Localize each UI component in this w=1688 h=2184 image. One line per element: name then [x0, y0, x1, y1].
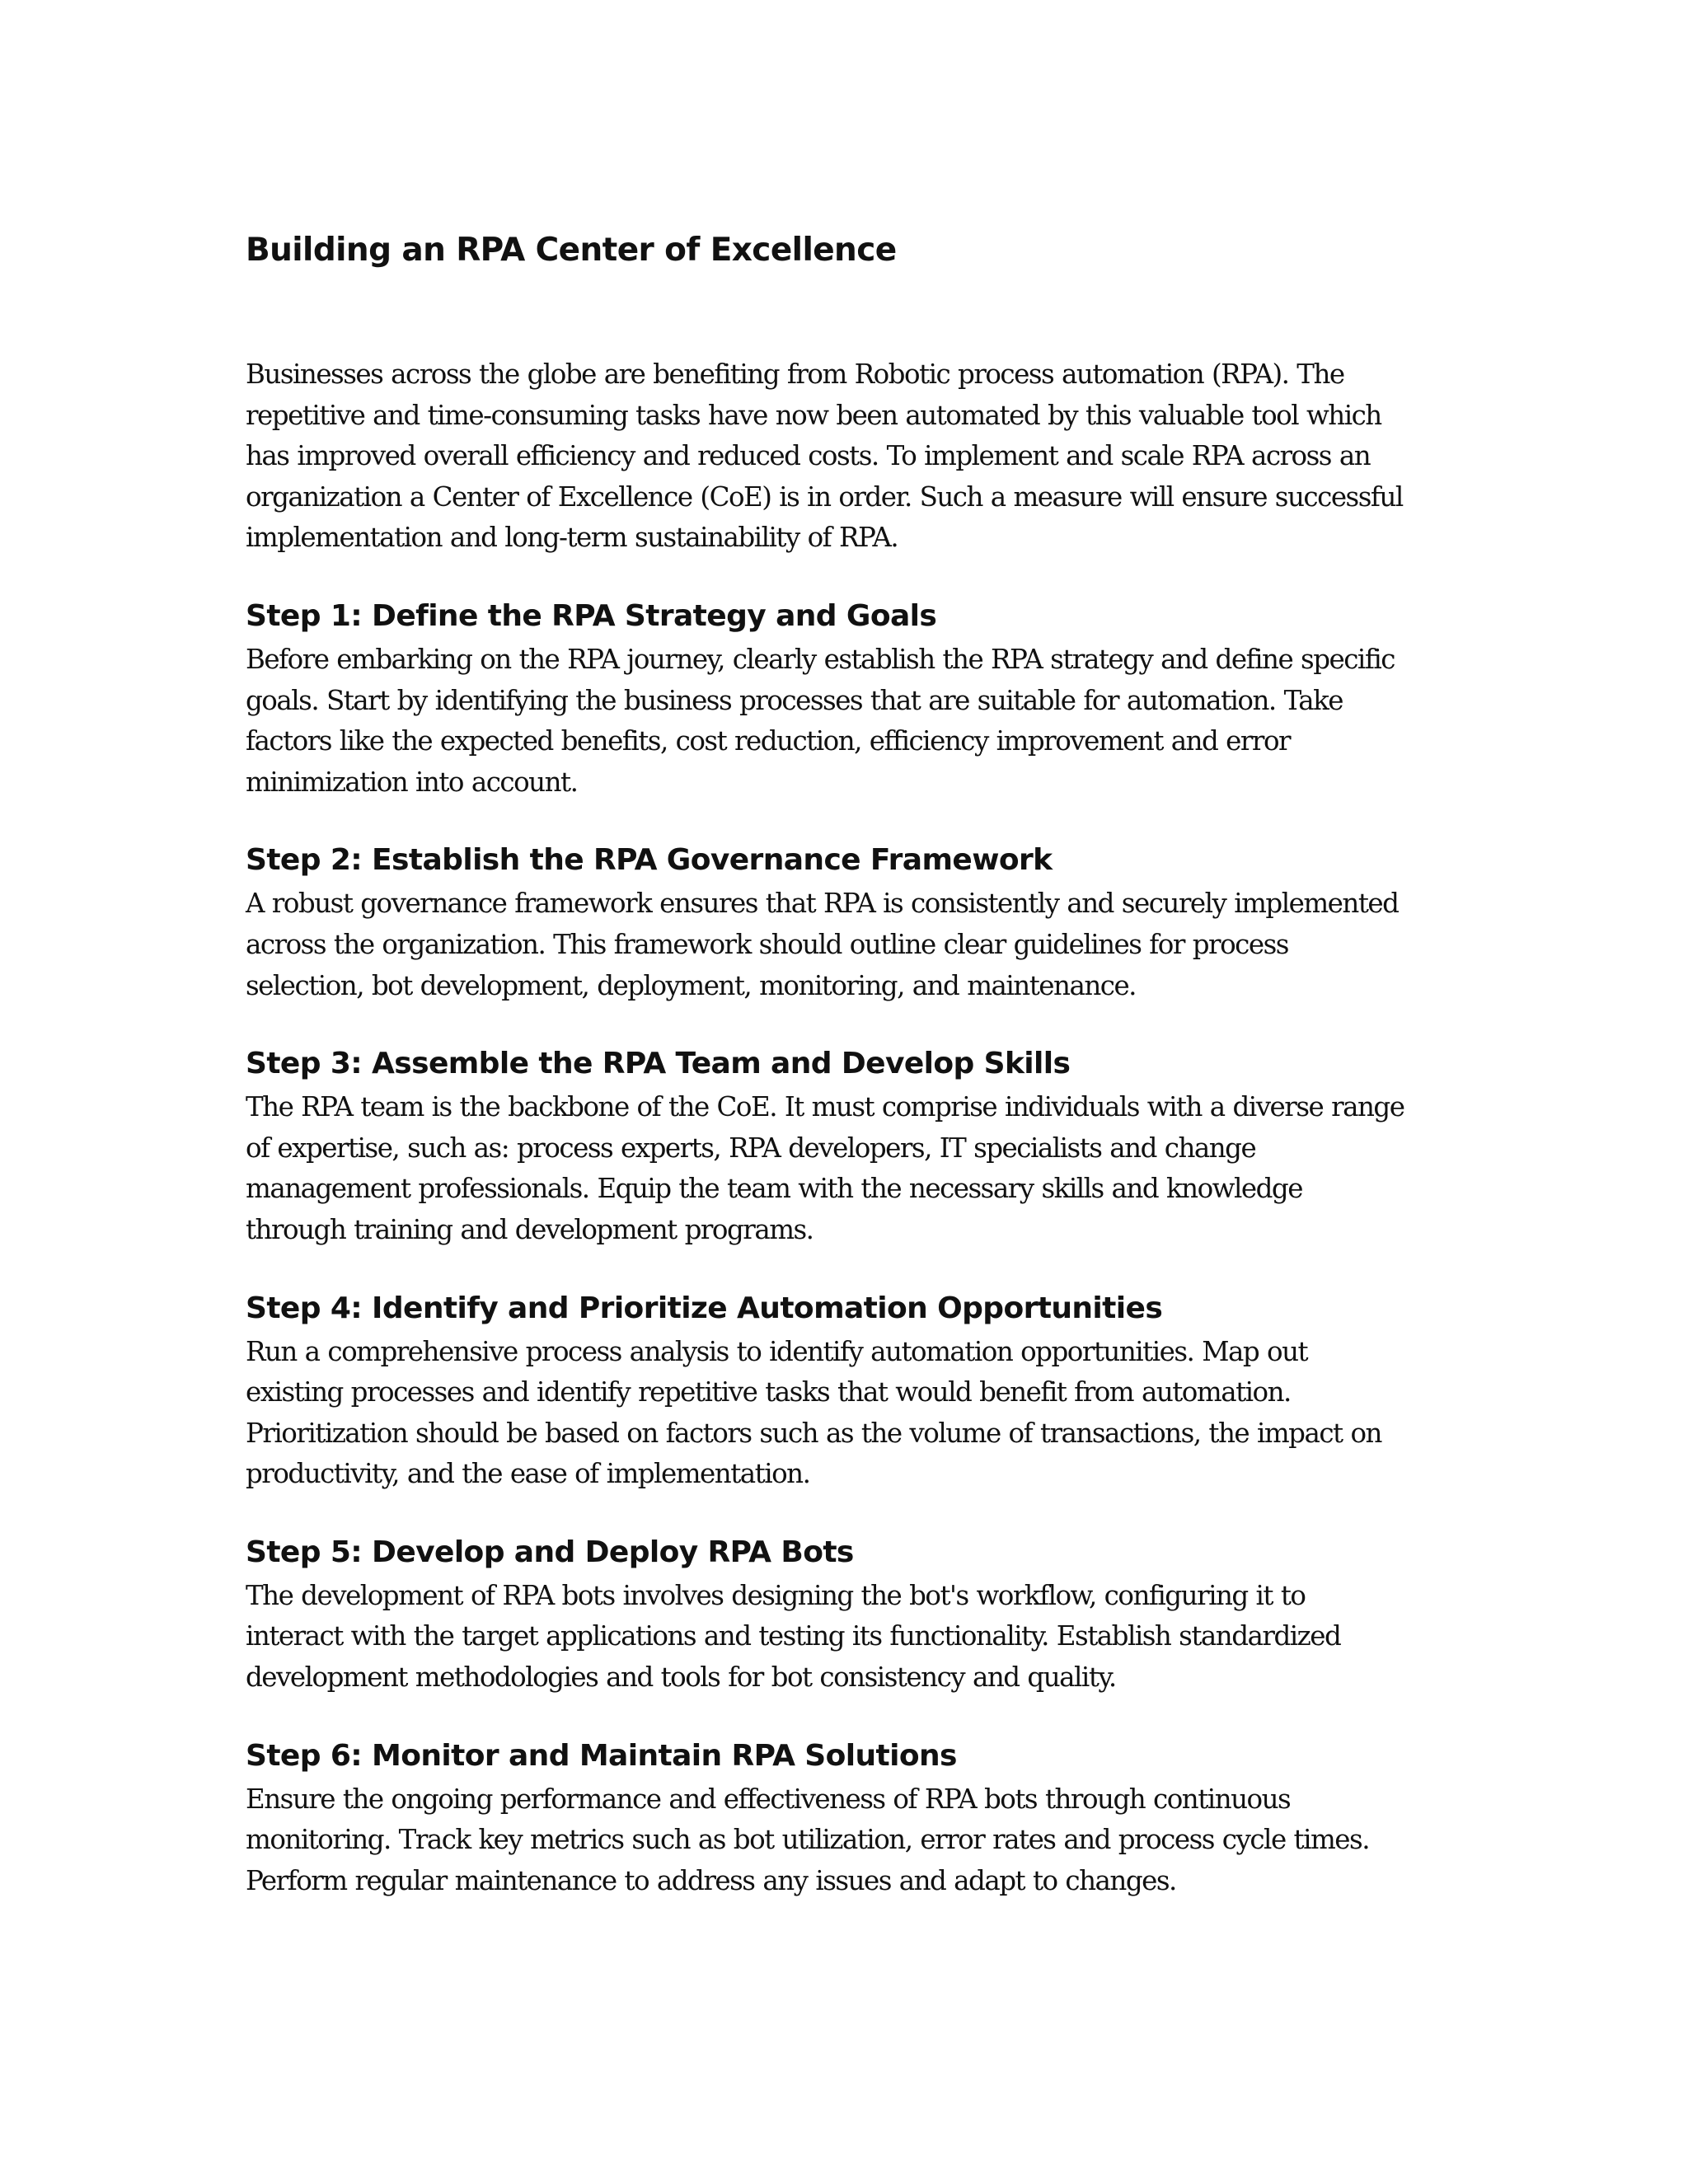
- intro-line: Businesses across the globe are benefiting from Robotic process automation (RPA). The: [246, 359, 1344, 390]
- step-2-section: [246, 839, 1449, 1006]
- intro-line: has improved overall efficiency and reduced costs. To implement and scale RPA across an: [246, 440, 1371, 472]
- intro-paragraph: [246, 354, 1449, 559]
- intro-line: organization a Center of Excellence (CoE) is in order. Such a measure will ensure successful: [246, 480, 1403, 513]
- step-5-line: interact with the target applications and testing its functionality. Establish standardized: [246, 1620, 1341, 1652]
- step-5-line: The development of RPA bots involves designing the bot's workflow, configuring it to: [246, 1579, 1306, 1611]
- step-1-line: goals. Start by identifying the business processes that are suitable for automation. Take: [246, 684, 1343, 716]
- step-2-line: A robust governance framework ensures that RPA is consistently and securely implemented: [246, 888, 1399, 920]
- step-1-section: [246, 595, 1449, 803]
- step-4-body: [246, 1332, 1449, 1495]
- step-3-line: of expertise, such as: process experts, RPA developers, IT specialists and change: [246, 1132, 1256, 1164]
- step-5-line: development methodologies and tools for bot consistency and quality.: [246, 1661, 1116, 1694]
- step-3-section: [246, 1043, 1449, 1250]
- document-page: [246, 227, 1449, 1938]
- step-1-heading: Step 1: Define the RPA Strategy and Goals: [246, 598, 937, 633]
- step-1-line: minimization into account.: [246, 766, 578, 798]
- step-6-body: [246, 1779, 1449, 1902]
- step-4-section: [246, 1287, 1449, 1495]
- step-3-line: The RPA team is the backbone of the CoE. It must comprise individuals with a diverse range: [246, 1091, 1404, 1123]
- step-2-heading: Step 2: Establish the RPA Governance Framework: [246, 843, 1053, 878]
- step-3-line: management professionals. Equip the team with the necessary skills and knowledge: [246, 1173, 1302, 1205]
- step-2-body: [246, 883, 1449, 1006]
- step-5-section: [246, 1531, 1449, 1699]
- step-1-body: [246, 640, 1449, 803]
- step-6-line: Perform regular maintenance to address any issues and adapt to changes.: [246, 1864, 1176, 1896]
- document-title: Building an RPA Center of Excellence: [246, 232, 897, 269]
- step-6-section: [246, 1735, 1449, 1902]
- step-2-line: selection, bot development, deployment, monitoring, and maintenance.: [246, 969, 1137, 1001]
- step-1-line: factors like the expected benefits, cost reduction, efficiency improvement and error: [246, 725, 1291, 757]
- step-3-heading: Step 3: Assemble the RPA Team and Develop Skills: [246, 1047, 1071, 1081]
- step-5-heading: Step 5: Develop and Deploy RPA Bots: [246, 1535, 854, 1569]
- step-4-line: existing processes and identify repetitive tasks that would benefit from automation.: [246, 1376, 1291, 1408]
- step-4-line: productivity, and the ease of implementation.: [246, 1458, 810, 1490]
- intro-line: implementation and long-term sustainability of RPA.: [246, 522, 898, 554]
- step-3-line: through training and development programs.: [246, 1213, 814, 1245]
- intro-line: repetitive and time-consuming tasks have now been automated by this valuable tool which: [246, 399, 1381, 431]
- step-5-body: [246, 1576, 1449, 1699]
- step-6-line: Ensure the ongoing performance and effectiveness of RPA bots through continuous: [246, 1783, 1291, 1815]
- step-6-line: monitoring. Track key metrics such as bot utilization, error rates and process cycle times.: [246, 1824, 1370, 1856]
- step-4-line: Run a comprehensive process analysis to identify automation opportunities. Map out: [246, 1335, 1308, 1367]
- step-4-heading: Step 4: Identify and Prioritize Automation Opportunities: [246, 1291, 1163, 1325]
- step-3-body: [246, 1087, 1449, 1250]
- step-1-line: Before embarking on the RPA journey, clearly establish the RPA strategy and define specific: [246, 643, 1395, 675]
- step-4-line: Prioritization should be based on factors such as the volume of transactions, the impact on: [246, 1417, 1381, 1449]
- step-6-heading: Step 6: Monitor and Maintain RPA Solutions: [246, 1738, 957, 1773]
- step-2-line: across the organization. This framework should outline clear guidelines for process: [246, 928, 1288, 960]
